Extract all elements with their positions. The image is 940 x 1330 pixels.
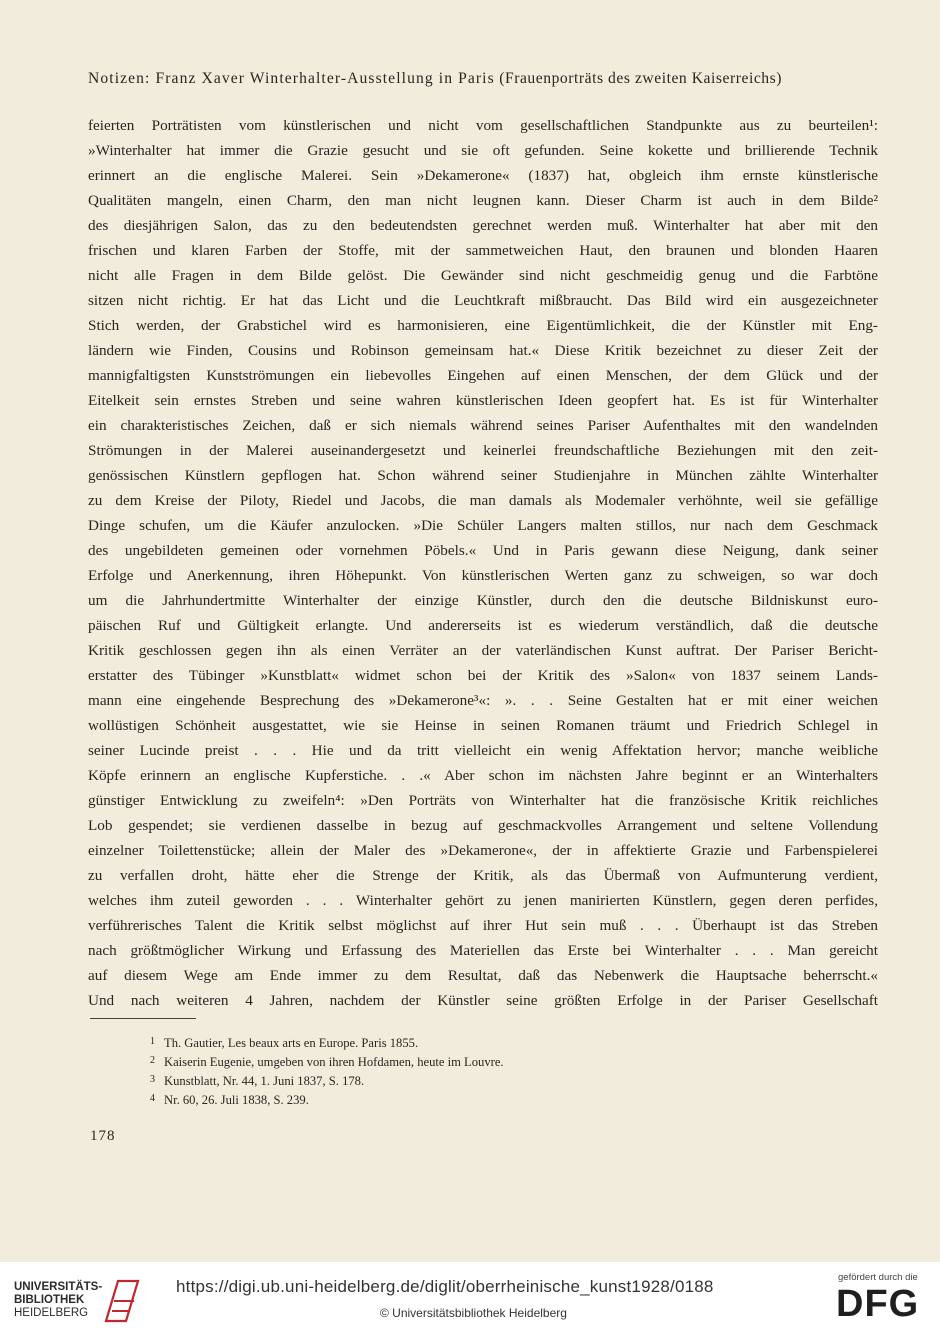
footnote-text: Kaiserin Eugenie, umgeben von ihren Hofdamen, heute im Louvre.	[164, 1055, 504, 1069]
footnote-number: 2	[150, 1055, 155, 1066]
page-number: 178	[90, 1128, 116, 1144]
text-line: erstatter des Tübinger »Kunstblatt« widmet schon bei der Kritik des »Salon« von 1837 seinem Lands-	[88, 667, 878, 684]
text-line: Stich werden, der Grabstichel wird es harmonisieren, eine Eigentümlichkeit, die der Künstler mit Eng-	[88, 317, 878, 334]
text-line: Dinge schufen, um die Käufer anzulocken. »Die Schüler Langers malten stillos, nur nach dem Geschmack	[88, 517, 878, 534]
running-header	[88, 70, 880, 88]
text-line: welches ihm zuteil geworden . . . Winterhalter gehört zu jenen manirierten Künstlern, gegen deren perfides,	[88, 892, 878, 909]
text-line: ländern wie Finden, Cousins und Robinson gemeinsam hat.« Diese Kritik bezeichnet zu dieser Zeit der	[88, 342, 878, 359]
text-line: mannigfaltigsten Kunstströmungen ein liebevolles Eingehen auf einen Menschen, der dem Glück und der	[88, 367, 878, 384]
footer-bar	[0, 1262, 940, 1330]
text-line: nach größtmöglicher Wirkung und Erfassung des Materiellen das Erste bei Winterhalter . . . Man gereicht	[88, 942, 878, 959]
body-text	[88, 113, 878, 1013]
text-line: einzelner Toilettenstücke; allein der Maler des »Dekamerone«, der in affektierte Grazie und Farbenspielerei	[88, 842, 878, 859]
text-line: zu dem Kreise der Piloty, Riedel und Jacobs, die man damals als Modemaler verhöhnte, weil sie gefällige	[88, 492, 878, 509]
copyright-notice: © Universitätsbibliothek Heidelberg	[380, 1306, 567, 1320]
text-line: Köpfe erinnern an englische Kupferstiche. . .« Aber schon im nächsten Jahre beginnt er an Winterhalters	[88, 767, 878, 784]
footnote-text: Kunstblatt, Nr. 44, 1. Juni 1837, S. 178.	[164, 1074, 365, 1088]
library-name-line2: BIBLIOTHEK	[14, 1294, 85, 1306]
text-line: »Winterhalter hat immer die Grazie gesucht und sie oft gefunden. Seine kokette und brillierende Technik	[88, 142, 878, 159]
footnote-number: 4	[150, 1093, 155, 1104]
library-name-line3: HEIDELBERG	[14, 1307, 89, 1319]
text-line: frischen und klaren Farben der Stoffe, mit der sammetweichen Haut, den braunen und blonden Haaren	[88, 242, 878, 259]
footnote	[150, 1070, 750, 1089]
document-url-link[interactable]: https://digi.ub.uni-heidelberg.de/diglit/oberrheinische_kunst1928/0188	[176, 1277, 714, 1296]
text-line: des diesjährigen Salon, das zu den bedeutendsten gerechnet werden muß. Winterhalter hat aber mit den	[88, 217, 878, 234]
text-line: um die Jahrhundertmitte Winterhalter der einzige Künstler, durch den die deutsche Bildniskunst euro-	[88, 592, 878, 609]
text-line: Lob gespendet; sie verdienen dasselbe in bezug auf geschmackvolles Arrangement und seltene Vollendung	[88, 817, 878, 834]
university-library-logo[interactable]	[14, 1277, 144, 1323]
header-subtitle: (Frauenporträts des zweiten Kaiserreichs)	[499, 70, 783, 87]
footnote-number: 1	[150, 1036, 155, 1047]
footnote-text: Th. Gautier, Les beaux arts en Europe. Paris 1855.	[164, 1036, 419, 1050]
text-line: päischen Ruf und Gültigkeit erlangte. Und andererseits ist es wiederum verständlich, daß die deutsche	[88, 617, 878, 634]
footnote	[150, 1089, 750, 1108]
footnotes	[150, 1032, 750, 1108]
footnote-number: 3	[150, 1074, 155, 1085]
text-line: erinnert an die englische Malerei. Sein »Dekamerone« (1837) hat, obgleich ihm ernste künstlerische	[88, 167, 878, 184]
text-line: nicht alle Fragen in dem Bilde gelöst. Die Gewänder sind nicht geschmeidig genug und die Farbtöne	[88, 267, 878, 284]
header-title: Notizen: Franz Xaver Winterhalter-Ausstellung in Paris	[88, 70, 495, 87]
footnote	[150, 1032, 750, 1051]
text-line: zu verfallen droht, hätte eher die Strenge der Kritik, als das Übermaß von Aufmunterung verdient,	[88, 867, 878, 884]
text-line: Eitelkeit sein ernstes Streben und seine wahren künstlerischen Ideen geopfert hat. Es ist für Winterhalter	[88, 392, 878, 409]
text-line: genössischen Künstlern gepflogen hat. Schon während seiner Studienjahre in München zählte Winterhalter	[88, 467, 878, 484]
text-line: mann eine eingehende Besprechung des »Dekamerone³«: ». . . Seine Gestalten hat er mit einer weichen	[88, 692, 878, 709]
text-line: feierten Porträtisten vom künstlerischen und nicht vom gesellschaftlichen Standpunkte aus zu beurteilen¹:	[88, 117, 878, 134]
text-line: Und nach weiteren 4 Jahren, nachdem der Künstler seine größten Erfolge in der Pariser Gesellschaft	[88, 992, 878, 1009]
text-line: Strömungen in der Malerei auseinandergesetzt und keinerlei freundschaftliche Beziehungen mit den zeit-	[88, 442, 878, 459]
text-line: Kritik geschlossen gegen ihn als einen Verräter an der vaterländischen Kunst auftrat. Der Pariser Bericht-	[88, 642, 878, 659]
footnote-text: Nr. 60, 26. Juli 1838, S. 239.	[164, 1093, 309, 1107]
footnote-rule	[90, 1018, 196, 1019]
text-line: wollüstigen Schönheit ausgestattet, wie sie Heinse in seinen Romanen träumt und Friedrich Schlegel in	[88, 717, 878, 734]
text-line: Erfolge und Anerkennung, ihren Höhepunkt. Von künstlerischen Werten ganz zu schweigen, so war doch	[88, 567, 878, 584]
text-line: auf diesem Wege am Ende immer zu dem Resultat, daß das Nebenwerk die Hauptsache beherrscht.«	[88, 967, 878, 984]
library-name-line1: UNIVERSITÄTS-	[14, 1281, 103, 1293]
funder-label: gefördert durch die	[838, 1272, 918, 1283]
text-line: sitzen nicht richtig. Er hat das Licht und die Leuchtkraft mißbraucht. Das Bild wird ein ausgezeichneter	[88, 292, 878, 309]
library-emblem-icon	[100, 1277, 144, 1323]
dfg-logo[interactable]: DFG	[836, 1283, 920, 1325]
text-line: Qualitäten mangeln, einen Charm, den man nicht leugnen kann. Dieser Charm ist auch in dem Bilde²	[88, 192, 878, 209]
text-line: seiner Lucinde preist . . . Hie und da tritt vielleicht ein wenig Affektation hervor; manche weibliche	[88, 742, 878, 759]
text-line: des ungebildeten gemeinen oder vornehmen Pöbels.« Und in Paris gewann diese Neigung, dank seiner	[88, 542, 878, 559]
text-line: ein charakteristisches Zeichen, daß er sich niemals während seines Pariser Aufenthaltes mit den wandelnden	[88, 417, 878, 434]
footnote	[150, 1051, 750, 1070]
text-line: günstiger Entwicklung zu zweifeln⁴: »Den Porträts von Winterhalter hat die französische Kritik reichliches	[88, 792, 878, 809]
text-line: verführerisches Talent die Kritik selbst möglichst auf ihrer Hut sein muß . . . Überhaupt ist das Streben	[88, 917, 878, 934]
